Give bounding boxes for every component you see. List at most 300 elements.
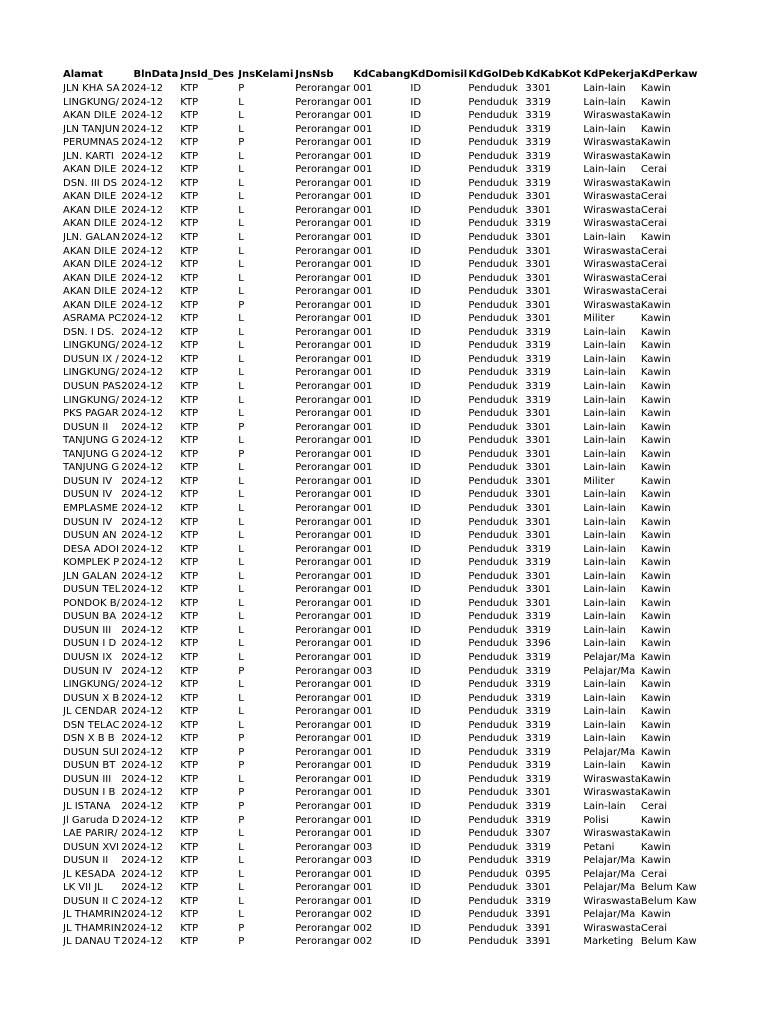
table-cell[interactable]: 001	[353, 96, 373, 108]
table-cell[interactable]: ID	[410, 421, 422, 433]
table-cell[interactable]: Penduduk	[468, 895, 518, 907]
table-cell[interactable]: L	[238, 773, 244, 785]
column-header[interactable]: KdPerkaw	[640, 69, 698, 80]
table-cell[interactable]: 2024-12	[121, 421, 164, 433]
table-cell[interactable]: Penduduk	[468, 841, 518, 853]
table-cell[interactable]: Kawin	[640, 381, 671, 393]
table-cell[interactable]: 001	[353, 150, 373, 162]
table-cell[interactable]: ID	[410, 936, 422, 948]
table-cell[interactable]: Lain-lain	[583, 597, 626, 609]
table-cell[interactable]: L	[238, 855, 244, 867]
table-cell[interactable]: 2024-12	[121, 502, 164, 514]
table-cell[interactable]: 3319	[525, 381, 551, 393]
table-cell[interactable]: Perorangar	[295, 936, 351, 948]
table-cell[interactable]: Kawin	[640, 326, 671, 338]
table-cell[interactable]: KTP	[180, 381, 199, 393]
table-cell[interactable]: TANJUNG G	[63, 435, 120, 447]
table-cell[interactable]: Kawin	[640, 651, 671, 663]
table-cell[interactable]: Lain-lain	[583, 638, 626, 650]
table-cell[interactable]: KTP	[180, 516, 199, 528]
table-cell[interactable]: 2024-12	[121, 814, 164, 826]
table-cell[interactable]: 2024-12	[121, 733, 164, 745]
table-cell[interactable]: DUSUN IV	[63, 516, 113, 528]
table-cell[interactable]: Militer	[583, 475, 615, 487]
table-cell[interactable]: KTP	[180, 895, 199, 907]
table-cell[interactable]: Perorangar	[295, 543, 351, 555]
table-cell[interactable]: KTP	[180, 733, 199, 745]
table-cell[interactable]: 2024-12	[121, 448, 164, 460]
table-cell[interactable]: 3319	[525, 841, 551, 853]
table-cell[interactable]: Wiraswasta	[583, 177, 641, 189]
table-cell[interactable]: ID	[410, 841, 422, 853]
table-cell[interactable]: Kawin	[640, 584, 671, 596]
table-cell[interactable]: 2024-12	[121, 353, 164, 365]
table-cell[interactable]: ID	[410, 489, 422, 501]
table-cell[interactable]: 3319	[525, 394, 551, 406]
table-cell[interactable]: Perorangar	[295, 922, 351, 934]
table-cell[interactable]: L	[238, 624, 244, 636]
table-cell[interactable]: Penduduk	[468, 326, 518, 338]
table-cell[interactable]: L	[238, 272, 244, 284]
table-cell[interactable]: DUSUN III	[63, 773, 112, 785]
table-cell[interactable]: Lain-lain	[583, 557, 626, 569]
table-cell[interactable]: L	[238, 584, 244, 596]
table-cell[interactable]: 001	[353, 110, 373, 122]
table-cell[interactable]: L	[238, 882, 244, 894]
table-cell[interactable]: 001	[353, 218, 373, 230]
table-cell[interactable]: Kawin	[640, 408, 671, 420]
table-cell[interactable]: Kawin	[640, 624, 671, 636]
table-cell[interactable]: Kawin	[640, 232, 671, 244]
table-cell[interactable]: 3301	[525, 313, 551, 325]
table-cell[interactable]: Wiraswasta	[583, 204, 641, 216]
table-cell[interactable]: KTP	[180, 353, 199, 365]
table-cell[interactable]: KTP	[180, 679, 199, 691]
table-cell[interactable]: 2024-12	[121, 760, 164, 772]
table-cell[interactable]: 2024-12	[121, 855, 164, 867]
table-cell[interactable]: 3301	[525, 299, 551, 311]
table-cell[interactable]: ID	[410, 191, 422, 203]
table-cell[interactable]: Belum Kaw	[640, 882, 697, 894]
table-cell[interactable]: ID	[410, 706, 422, 718]
table-cell[interactable]: 3391	[525, 936, 551, 948]
table-cell[interactable]: Kawin	[640, 557, 671, 569]
table-cell[interactable]: 2024-12	[121, 313, 164, 325]
table-cell[interactable]: Penduduk	[468, 83, 518, 94]
table-cell[interactable]: P	[238, 922, 245, 934]
table-cell[interactable]: 001	[353, 340, 373, 352]
table-cell[interactable]: Perorangar	[295, 665, 351, 677]
table-cell[interactable]: Polisi	[583, 814, 609, 826]
table-cell[interactable]: ID	[410, 638, 422, 650]
table-cell[interactable]: DUSUN I B	[63, 787, 116, 799]
table-cell[interactable]: Penduduk	[468, 922, 518, 934]
table-cell[interactable]: 3396	[525, 638, 551, 650]
table-cell[interactable]: Wiraswasta	[583, 895, 641, 907]
table-cell[interactable]: 001	[353, 272, 373, 284]
table-cell[interactable]: 001	[353, 408, 373, 420]
table-cell[interactable]: Perorangar	[295, 855, 351, 867]
table-cell[interactable]: 3319	[525, 746, 551, 758]
table-cell[interactable]: ID	[410, 272, 422, 284]
table-cell[interactable]: 001	[353, 435, 373, 447]
table-cell[interactable]: 3319	[525, 218, 551, 230]
table-cell[interactable]: 3301	[525, 408, 551, 420]
table-cell[interactable]: Perorangar	[295, 475, 351, 487]
table-cell[interactable]: KTP	[180, 814, 199, 826]
table-cell[interactable]: 2024-12	[121, 191, 164, 203]
table-cell[interactable]: Penduduk	[468, 177, 518, 189]
table-cell[interactable]: 3307	[525, 828, 551, 840]
table-cell[interactable]: 001	[353, 706, 373, 718]
table-cell[interactable]: 001	[353, 204, 373, 216]
table-cell[interactable]: L	[238, 313, 244, 325]
table-cell[interactable]: Perorangar	[295, 530, 351, 542]
column-header[interactable]: KdGolDeb	[468, 69, 525, 80]
table-cell[interactable]: KTP	[180, 489, 199, 501]
table-cell[interactable]: 001	[353, 814, 373, 826]
table-cell[interactable]: JL THAMRIN	[63, 922, 122, 934]
table-cell[interactable]: Kawin	[640, 814, 671, 826]
column-header[interactable]: BlnData	[133, 69, 179, 80]
table-cell[interactable]: Kawin	[640, 489, 671, 501]
table-cell[interactable]: 001	[353, 828, 373, 840]
table-cell[interactable]: P	[238, 760, 245, 772]
table-cell[interactable]: Kawin	[640, 475, 671, 487]
table-cell[interactable]: Penduduk	[468, 787, 518, 799]
table-cell[interactable]: P	[238, 137, 245, 149]
table-cell[interactable]: DUSUN X B	[63, 692, 120, 704]
table-cell[interactable]: ID	[410, 326, 422, 338]
table-cell[interactable]: Penduduk	[468, 597, 518, 609]
table-cell[interactable]: Lain-lain	[583, 489, 626, 501]
table-cell[interactable]: 2024-12	[121, 679, 164, 691]
table-cell[interactable]: 3301	[525, 435, 551, 447]
table-cell[interactable]: ID	[410, 83, 422, 94]
table-cell[interactable]: Perorangar	[295, 286, 351, 298]
table-cell[interactable]: 001	[353, 597, 373, 609]
table-cell[interactable]: 001	[353, 868, 373, 880]
table-cell[interactable]: L	[238, 286, 244, 298]
table-cell[interactable]: DSN X B B	[63, 733, 115, 745]
table-cell[interactable]: KTP	[180, 245, 199, 257]
table-cell[interactable]: AKAN DILE	[63, 286, 117, 298]
table-cell[interactable]: ID	[410, 624, 422, 636]
table-cell[interactable]: LINGKUNG/	[63, 367, 119, 379]
table-cell[interactable]: Penduduk	[468, 516, 518, 528]
table-cell[interactable]: PONDOK B/	[63, 597, 120, 609]
table-cell[interactable]: ID	[410, 340, 422, 352]
table-cell[interactable]: 2024-12	[121, 489, 164, 501]
table-cell[interactable]: 001	[353, 245, 373, 257]
table-cell[interactable]: Kawin	[640, 435, 671, 447]
table-cell[interactable]: L	[238, 651, 244, 663]
table-cell[interactable]: Kawin	[640, 733, 671, 745]
table-cell[interactable]: Kawin	[640, 570, 671, 582]
column-header[interactable]: KdCabang	[353, 69, 411, 80]
table-cell[interactable]: Kawin	[640, 665, 671, 677]
table-cell[interactable]: Lain-lain	[583, 611, 626, 623]
table-cell[interactable]: L	[238, 245, 244, 257]
table-cell[interactable]: Kawin	[640, 706, 671, 718]
table-cell[interactable]: Wiraswasta	[583, 922, 641, 934]
table-cell[interactable]: Penduduk	[468, 814, 518, 826]
table-cell[interactable]: KTP	[180, 773, 199, 785]
table-cell[interactable]: 2024-12	[121, 922, 164, 934]
table-cell[interactable]: Kawin	[640, 909, 671, 921]
table-cell[interactable]: Wiraswasta	[583, 150, 641, 162]
table-cell[interactable]: L	[238, 435, 244, 447]
table-cell[interactable]: 2024-12	[121, 164, 164, 176]
table-cell[interactable]: 001	[353, 733, 373, 745]
table-cell[interactable]: DUSUN TEL	[63, 584, 121, 596]
table-cell[interactable]: Kawin	[640, 773, 671, 785]
table-cell[interactable]: L	[238, 868, 244, 880]
table-cell[interactable]: AKAN DILE	[63, 272, 117, 284]
table-cell[interactable]: DUSUN SUI	[63, 746, 119, 758]
table-cell[interactable]: Perorangar	[295, 421, 351, 433]
table-cell[interactable]: ID	[410, 651, 422, 663]
table-cell[interactable]: Kawin	[640, 502, 671, 514]
table-cell[interactable]: Lain-lain	[583, 381, 626, 393]
table-cell[interactable]: 2024-12	[121, 719, 164, 731]
table-cell[interactable]: Penduduk	[468, 204, 518, 216]
table-cell[interactable]: 3319	[525, 760, 551, 772]
table-cell[interactable]: Pelajar/Ma	[583, 855, 636, 867]
table-cell[interactable]: ID	[410, 164, 422, 176]
table-cell[interactable]: 001	[353, 651, 373, 663]
table-cell[interactable]: ID	[410, 733, 422, 745]
table-cell[interactable]: L	[238, 394, 244, 406]
table-cell[interactable]: L	[238, 96, 244, 108]
table-cell[interactable]: Penduduk	[468, 746, 518, 758]
table-cell[interactable]: Perorangar	[295, 882, 351, 894]
table-cell[interactable]: Penduduk	[468, 408, 518, 420]
table-cell[interactable]: Kawin	[640, 150, 671, 162]
table-cell[interactable]: L	[238, 462, 244, 474]
table-cell[interactable]: AKAN DILE	[63, 259, 117, 271]
table-cell[interactable]: Perorangar	[295, 137, 351, 149]
table-cell[interactable]: AKAN DILE	[63, 299, 117, 311]
table-cell[interactable]: Perorangar	[295, 191, 351, 203]
table-cell[interactable]: 2024-12	[121, 706, 164, 718]
table-cell[interactable]: JLN. GALAN	[63, 232, 121, 244]
table-cell[interactable]: Cerai	[640, 922, 668, 934]
table-cell[interactable]: 3319	[525, 692, 551, 704]
table-cell[interactable]: LINGKUNG/	[63, 340, 119, 352]
table-cell[interactable]: Kawin	[640, 462, 671, 474]
table-cell[interactable]: Perorangar	[295, 462, 351, 474]
table-cell[interactable]: 2024-12	[121, 394, 164, 406]
table-cell[interactable]: 2024-12	[121, 218, 164, 230]
table-cell[interactable]: DUSUN II	[63, 421, 109, 433]
table-cell[interactable]: Penduduk	[468, 679, 518, 691]
table-cell[interactable]: 001	[353, 679, 373, 691]
table-cell[interactable]: 2024-12	[121, 367, 164, 379]
table-cell[interactable]: KTP	[180, 286, 199, 298]
table-cell[interactable]: Kawin	[640, 367, 671, 379]
table-cell[interactable]: 3301	[525, 272, 551, 284]
table-cell[interactable]: 2024-12	[121, 665, 164, 677]
table-cell[interactable]: ID	[410, 110, 422, 122]
table-cell[interactable]: ID	[410, 584, 422, 596]
table-cell[interactable]: ID	[410, 462, 422, 474]
table-cell[interactable]: LK VII JL	[63, 882, 103, 894]
table-cell[interactable]: 3319	[525, 340, 551, 352]
table-cell[interactable]: Penduduk	[468, 245, 518, 257]
table-cell[interactable]: 3319	[525, 679, 551, 691]
table-cell[interactable]: JL DANAU T	[63, 936, 120, 948]
table-cell[interactable]: 2024-12	[121, 570, 164, 582]
table-cell[interactable]: 2024-12	[121, 177, 164, 189]
table-cell[interactable]: DUSUN IV	[63, 665, 113, 677]
table-cell[interactable]: Kawin	[640, 543, 671, 555]
table-cell[interactable]: 2024-12	[121, 516, 164, 528]
table-cell[interactable]: 001	[353, 895, 373, 907]
table-cell[interactable]: DUSUN BT	[63, 760, 116, 772]
table-cell[interactable]: L	[238, 381, 244, 393]
table-cell[interactable]: Cerai	[640, 191, 668, 203]
table-cell[interactable]: KTP	[180, 177, 199, 189]
table-cell[interactable]: 3319	[525, 123, 551, 135]
table-cell[interactable]: Lain-lain	[583, 435, 626, 447]
table-cell[interactable]: 001	[353, 326, 373, 338]
table-cell[interactable]: Penduduk	[468, 557, 518, 569]
table-cell[interactable]: Kawin	[640, 299, 671, 311]
table-cell[interactable]: L	[238, 638, 244, 650]
table-cell[interactable]: 2024-12	[121, 828, 164, 840]
table-cell[interactable]: 2024-12	[121, 326, 164, 338]
table-cell[interactable]: KTP	[180, 299, 199, 311]
table-cell[interactable]: 3319	[525, 800, 551, 812]
table-cell[interactable]: 3319	[525, 895, 551, 907]
table-cell[interactable]: Perorangar	[295, 624, 351, 636]
table-cell[interactable]: L	[238, 530, 244, 542]
table-cell[interactable]: 001	[353, 164, 373, 176]
table-cell[interactable]: 3319	[525, 96, 551, 108]
table-cell[interactable]: Militer	[583, 313, 615, 325]
table-cell[interactable]: 3301	[525, 259, 551, 271]
table-cell[interactable]: Lain-lain	[583, 679, 626, 691]
table-cell[interactable]: L	[238, 502, 244, 514]
table-cell[interactable]: ID	[410, 557, 422, 569]
table-cell[interactable]: L	[238, 570, 244, 582]
table-cell[interactable]: P	[238, 787, 245, 799]
table-cell[interactable]: KTP	[180, 936, 199, 948]
table-cell[interactable]: Pelajar/Ma	[583, 651, 636, 663]
table-cell[interactable]: ID	[410, 719, 422, 731]
table-cell[interactable]: KTP	[180, 462, 199, 474]
table-cell[interactable]: Penduduk	[468, 855, 518, 867]
table-cell[interactable]: 001	[353, 760, 373, 772]
table-cell[interactable]: 3301	[525, 232, 551, 244]
table-cell[interactable]: Lain-lain	[583, 123, 626, 135]
table-cell[interactable]: DUSUN II C	[63, 895, 119, 907]
table-cell[interactable]: P	[238, 733, 245, 745]
table-cell[interactable]: 2024-12	[121, 651, 164, 663]
table-cell[interactable]: KTP	[180, 611, 199, 623]
table-cell[interactable]: 001	[353, 611, 373, 623]
table-cell[interactable]: 001	[353, 259, 373, 271]
table-cell[interactable]: Perorangar	[295, 719, 351, 731]
table-cell[interactable]: 3301	[525, 584, 551, 596]
table-cell[interactable]: KTP	[180, 530, 199, 542]
table-cell[interactable]: JL CENDAR	[63, 706, 117, 718]
table-cell[interactable]: Penduduk	[468, 299, 518, 311]
table-cell[interactable]: ID	[410, 787, 422, 799]
table-cell[interactable]: ID	[410, 381, 422, 393]
table-cell[interactable]: 3319	[525, 651, 551, 663]
table-cell[interactable]: 3319	[525, 855, 551, 867]
column-header[interactable]: JnsKelami	[238, 69, 294, 80]
table-cell[interactable]: 3301	[525, 245, 551, 257]
table-cell[interactable]: AKAN DILE	[63, 245, 117, 257]
table-cell[interactable]: Perorangar	[295, 367, 351, 379]
table-cell[interactable]: 2024-12	[121, 272, 164, 284]
table-cell[interactable]: Penduduk	[468, 624, 518, 636]
table-cell[interactable]: Penduduk	[468, 502, 518, 514]
table-cell[interactable]: DUSUN IV	[63, 489, 113, 501]
table-cell[interactable]: ID	[410, 502, 422, 514]
table-cell[interactable]: Kawin	[640, 597, 671, 609]
table-cell[interactable]: Lain-lain	[583, 448, 626, 460]
table-cell[interactable]: ID	[410, 232, 422, 244]
table-cell[interactable]: Penduduk	[468, 828, 518, 840]
table-cell[interactable]: LINGKUNG/	[63, 96, 119, 108]
table-cell[interactable]: Perorangar	[295, 381, 351, 393]
table-cell[interactable]: ID	[410, 394, 422, 406]
table-cell[interactable]: 001	[353, 692, 373, 704]
table-cell[interactable]: ID	[410, 204, 422, 216]
table-cell[interactable]: Lain-lain	[583, 394, 626, 406]
table-cell[interactable]: EMPLASME	[63, 502, 118, 514]
table-cell[interactable]: 3319	[525, 177, 551, 189]
table-cell[interactable]: DUSUN BA	[63, 611, 117, 623]
table-cell[interactable]: Perorangar	[295, 326, 351, 338]
table-cell[interactable]: KTP	[180, 800, 199, 812]
table-cell[interactable]: KTP	[180, 137, 199, 149]
table-cell[interactable]: Perorangar	[295, 611, 351, 623]
table-cell[interactable]: Penduduk	[468, 381, 518, 393]
table-cell[interactable]: 2024-12	[121, 435, 164, 447]
table-cell[interactable]: Penduduk	[468, 936, 518, 948]
table-cell[interactable]: 2024-12	[121, 638, 164, 650]
table-cell[interactable]: Penduduk	[468, 584, 518, 596]
table-cell[interactable]: 2024-12	[121, 137, 164, 149]
table-cell[interactable]: ID	[410, 570, 422, 582]
table-cell[interactable]: Pelajar/Ma	[583, 665, 636, 677]
table-cell[interactable]: 001	[353, 584, 373, 596]
table-cell[interactable]: 001	[353, 381, 373, 393]
table-cell[interactable]: Lain-lain	[583, 760, 626, 772]
table-cell[interactable]: Perorangar	[295, 746, 351, 758]
table-cell[interactable]: P	[238, 83, 245, 94]
table-cell[interactable]: 3301	[525, 597, 551, 609]
table-cell[interactable]: Penduduk	[468, 110, 518, 122]
table-cell[interactable]: ID	[410, 692, 422, 704]
table-cell[interactable]: ID	[410, 882, 422, 894]
table-cell[interactable]: L	[238, 218, 244, 230]
table-cell[interactable]: Penduduk	[468, 421, 518, 433]
table-cell[interactable]: 2024-12	[121, 530, 164, 542]
table-cell[interactable]: P	[238, 800, 245, 812]
table-cell[interactable]: Lain-lain	[583, 164, 626, 176]
table-cell[interactable]: P	[238, 421, 245, 433]
table-cell[interactable]: 001	[353, 191, 373, 203]
table-cell[interactable]: KTP	[180, 922, 199, 934]
table-cell[interactable]: KTP	[180, 868, 199, 880]
table-cell[interactable]: Wiraswasta	[583, 110, 641, 122]
